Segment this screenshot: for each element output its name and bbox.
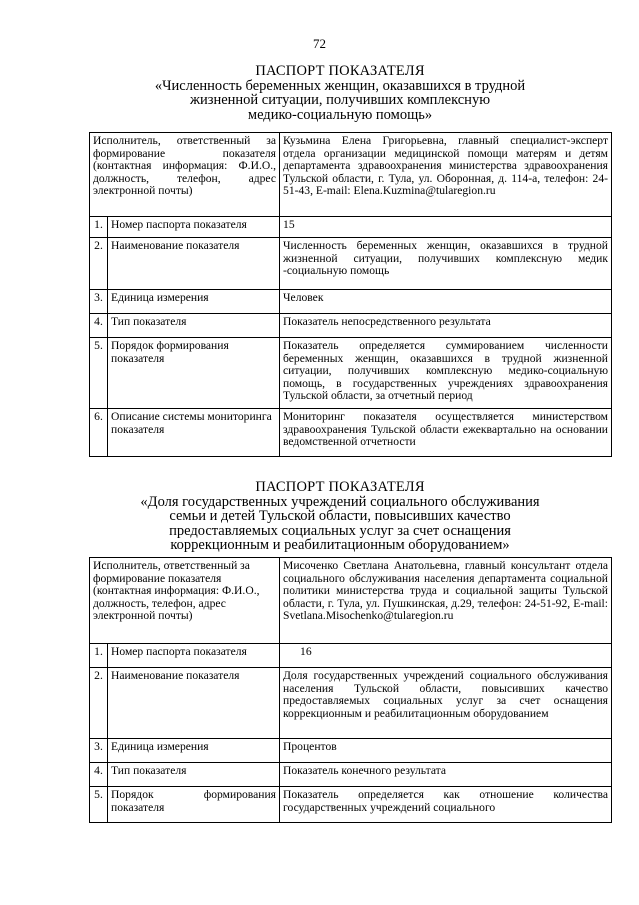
- passport-2-heading: ПАСПОРТ ПОКАЗАТЕЛЯ: [255, 479, 425, 495]
- row-label: Тип показателя: [108, 314, 280, 338]
- passport-1-title-line: медико-социальную помощь»: [247, 106, 433, 123]
- passport-2-title-line: «Доля государственных учреждений социального обслуживания: [140, 493, 540, 510]
- row-value: Показатель определяется как отношение количества государственных учреждений социального: [280, 787, 612, 823]
- executor-row: [90, 558, 612, 644]
- row-label: Единица измерения: [108, 739, 280, 763]
- table-row: [90, 739, 612, 763]
- row-value: Процентов: [280, 739, 612, 763]
- row-number: 2.: [90, 238, 108, 290]
- row-number: 4.: [90, 314, 108, 338]
- executor-row: [90, 133, 612, 217]
- table-row: [90, 763, 612, 787]
- table-row: [90, 314, 612, 338]
- row-number: 1.: [90, 217, 108, 238]
- row-value: Доля государственных учреждений социального обслуживания населения Тульской области, повысивших качество предоставляемых социальных услуг за счет оснащения коррекционным и реабилитационным оборудованием: [280, 668, 612, 739]
- table-row: [90, 238, 612, 290]
- executor-label: Исполнитель, ответственный за формирование показателя (контактная информация: Ф.И.О., должность, телефон, адрес электронной почты): [90, 558, 280, 644]
- row-label: Единица измерения: [108, 290, 280, 314]
- row-number: 3.: [90, 739, 108, 763]
- passport-2-title-line: семьи и детей Тульской области, повысивших качество: [169, 508, 511, 524]
- row-number: 2.: [90, 668, 108, 739]
- table-row: [90, 644, 612, 668]
- row-value: Численность беременных женщин, оказавшихся в трудной жизненной ситуации, получивших комплексную медик -социальную помощь: [280, 238, 612, 290]
- table-row: [90, 338, 612, 409]
- row-number: 6.: [90, 409, 108, 457]
- passport-1-title-line: жизненной ситуации, получивших комплексную: [189, 92, 491, 108]
- passport-2-title-line: предоставляемых социальных услуг за счет оснащения: [169, 522, 511, 539]
- row-value: 16: [280, 644, 612, 668]
- table-row: [90, 409, 612, 457]
- row-value: Показатель определяется суммированием численности беременных женщин, оказавшихся в трудной жизненной ситуации, получивших комплексную медико-социальную помощь, в государственных учреждениях здравоохранения Тульской области, за отчетный период: [280, 338, 612, 409]
- executor-value: Кузьмина Елена Григорьевна, главный специалист-эксперт отдела организации медицинской помощи матерям и детям департамента здравоохранения министерства здравоохранения Тульской области, г. Тула, ул. Оборонная, д. 114-а, телефон: 24-51-43, E-mail: Elena.Kuzmina@tularegion.ru: [280, 133, 612, 217]
- passport-2-table: [89, 557, 612, 823]
- passport-1-title: [60, 64, 620, 122]
- row-number: 5.: [90, 787, 108, 823]
- row-label: Описание системы мониторинга показателя: [108, 409, 280, 457]
- row-value: Человек: [280, 290, 612, 314]
- row-value: Показатель непосредственного результата: [280, 314, 612, 338]
- table-row: [90, 217, 612, 238]
- table-row: [90, 787, 612, 823]
- row-value: Показатель конечного результата: [280, 763, 612, 787]
- row-label: Порядок формирования показателя: [108, 787, 280, 823]
- row-number: 1.: [90, 644, 108, 668]
- row-label: Номер паспорта показателя: [108, 644, 280, 668]
- row-value: 15: [280, 217, 612, 238]
- page-number: 72: [313, 36, 326, 51]
- row-label: Наименование показателя: [108, 668, 280, 739]
- row-label: Тип показателя: [108, 763, 280, 787]
- passport-1-table: [89, 132, 612, 457]
- table-row: [90, 290, 612, 314]
- passport-1-heading: ПАСПОРТ ПОКАЗАТЕЛЯ: [255, 63, 425, 79]
- row-label: Наименование показателя: [108, 238, 280, 290]
- passport-2-title: [60, 480, 620, 553]
- row-number: 5.: [90, 338, 108, 409]
- row-number: 4.: [90, 763, 108, 787]
- row-value: Мониторинг показателя осуществляется министерством здравоохранения Тульской области ежеквартально на основании ведомственной отчетности: [280, 409, 612, 457]
- executor-label: Исполнитель, ответственный за формирование показателя (контактная информация: Ф.И.О., должность, телефон, адрес электронной почты): [90, 133, 280, 217]
- table-row: [90, 668, 612, 739]
- passport-2-title-line: коррекционным и реабилитационным оборудованием»: [170, 537, 510, 553]
- row-label: Порядок формирования показателя: [108, 338, 280, 409]
- row-label: Номер паспорта показателя: [108, 217, 280, 238]
- passport-1-title-line: «Численность беременных женщин, оказавшихся в трудной: [154, 77, 526, 94]
- row-number: 3.: [90, 290, 108, 314]
- executor-value: Мисоченко Светлана Анатольевна, главный консультант отдела социального обслуживания населения департамента социальной политики министерства труда и социальной защиты Тульской области, г. Тула, ул. Пушкинская, д.29, телефон: 24-51-92, E-mail: Svetlana.Misochenko@tularegion.ru: [280, 558, 612, 644]
